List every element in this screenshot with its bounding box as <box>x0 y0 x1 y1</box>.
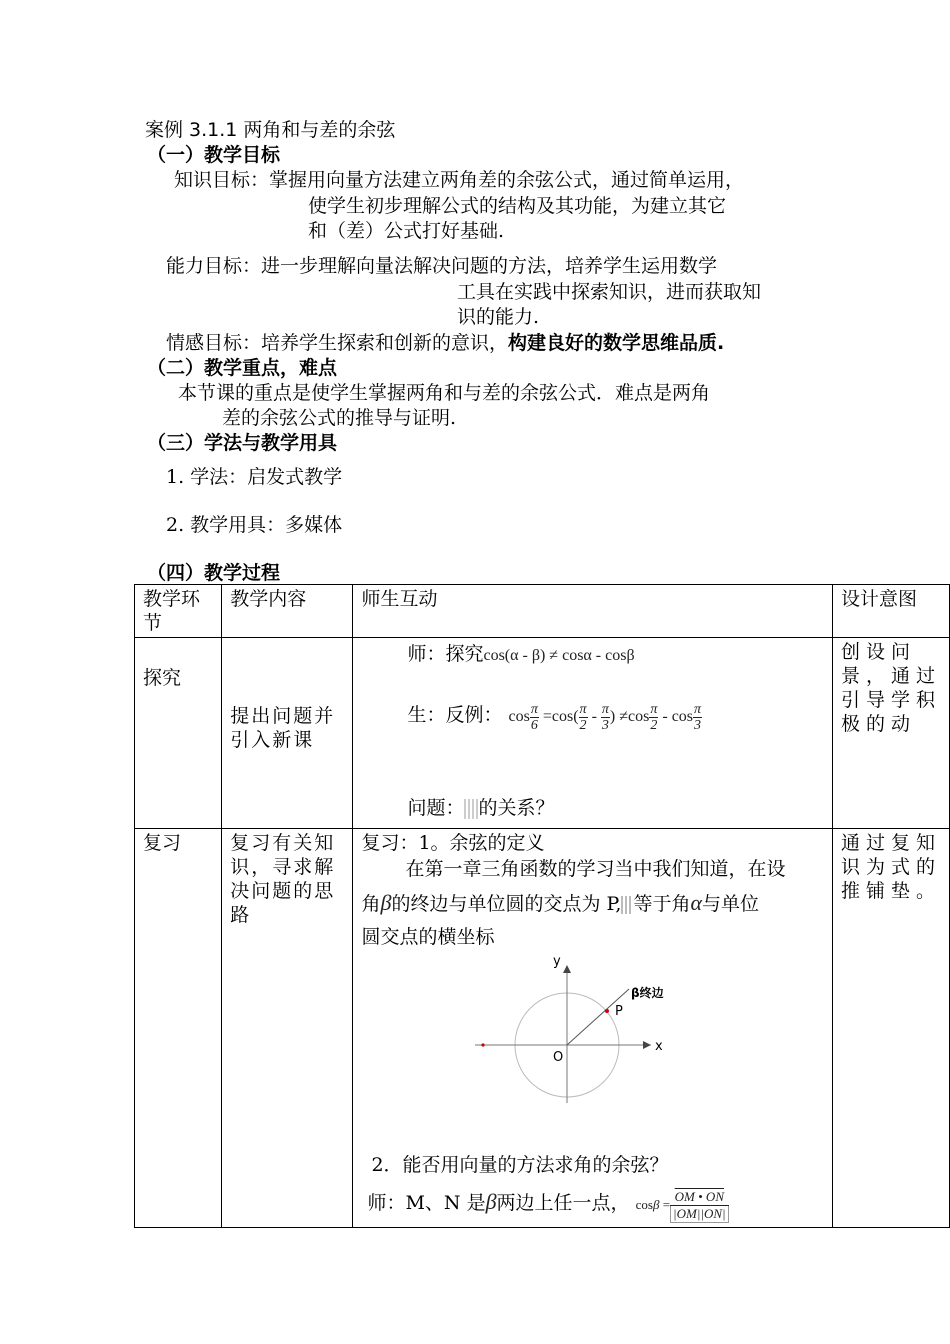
header-stage: 教学环节 <box>135 585 222 638</box>
row1-question: 问题： <box>407 797 465 819</box>
row2-interaction <box>353 829 833 1228</box>
section-heading-objectives: （一）教学目标 <box>147 144 281 166</box>
ability-goal-line-2: 工具在实践中探索知识，进而获取知 <box>457 281 762 303</box>
method-2: 2. 教学用具：多媒体 <box>166 514 343 536</box>
row1-interaction <box>353 638 833 829</box>
key-points-line-2: 差的余弦公式的推导与证明. <box>222 407 457 429</box>
table-row-review <box>135 829 950 1228</box>
knowledge-goal-line-3: 和（差）公式打好基础. <box>308 220 505 242</box>
knowledge-goal <box>174 168 744 192</box>
emotion-goal <box>166 331 724 355</box>
ability-goal-line-3: 识的能力. <box>457 306 540 328</box>
row1-intent-text: 创设问景，通过引导学积极的动 <box>840 641 941 735</box>
alpha-symbol: α <box>690 890 703 915</box>
unit-circle-figure <box>471 955 681 1105</box>
cos-beta-formula: cosβ = $\frac{OM • ON}{|OM||ON|}$ <box>636 1197 729 1212</box>
formula-placeholder-icon <box>464 799 478 819</box>
method-1: 1. 学法：启发式教学 <box>166 466 343 488</box>
section-heading-methods: （三）学法与教学用具 <box>147 432 338 454</box>
y-axis-label: y <box>553 955 562 969</box>
knowledge-goal-line-1: 掌握用向量方法建立两角差的余弦公式，通过简单运用， <box>269 169 745 191</box>
ability-goal-label: 能力目标： <box>166 255 262 277</box>
knowledge-goal-label: 知识目标： <box>174 169 270 191</box>
row2-teacher2 <box>367 1189 728 1223</box>
section-heading-key-points: （二）教学重点，难点 <box>147 357 338 379</box>
beta-symbol: β <box>380 890 392 915</box>
beta-terminal-label: β终边 <box>631 986 665 1000</box>
row2-q2: 2．能否用向量的方法求角的余弦？ <box>371 1154 669 1176</box>
row1-student: 生：反例： <box>407 704 503 727</box>
origin-label: O <box>553 1050 564 1065</box>
y-axis-arrow-icon <box>563 965 571 973</box>
row2-review-p1: 在第一章三角函数的学习当中我们知道，在设 <box>405 858 786 880</box>
header-intent: 设计意图 <box>832 585 949 638</box>
counterexample-formula: cos $\frac{\pi}{6}$ =cos( $\frac{\pi}{2}$ - $\frac{\pi}{3}$ ) ≠cos $\frac{\pi}{2}$ - cos $\frac{\pi}{3}$ <box>508 702 702 733</box>
emotion-goal-label: 情感目标： <box>166 332 262 354</box>
row2-content: 复习有关知识，寻求解决问题的思路 <box>222 829 353 1228</box>
row2-review-p2a: 角 <box>361 893 381 915</box>
header-interaction: 师生互动 <box>353 585 833 638</box>
row2-review-p2d: 与单位 <box>702 893 760 915</box>
row2-review-p2c: 等于角 <box>633 893 691 915</box>
row2-review-p2b: 的终边与单位圆的交点为 P, <box>391 893 622 915</box>
row1-teacher-formula: cos(α - β) ≠ cosα - cosβ <box>483 647 635 664</box>
table-header-row <box>135 585 950 638</box>
row1-content: 提出问题并引入新课 <box>222 638 353 829</box>
row2-review-title: 复习：1。余弦的定义 <box>361 832 545 854</box>
ability-goal-line-1: 进一步理解向量法解决问题的方法，培养学生运用数学 <box>261 255 718 277</box>
row1-teacher: 师：探究 <box>407 643 484 665</box>
formula-placeholder-icon <box>621 896 633 914</box>
emotion-goal-text: 培养学生探索和创新的意识， <box>261 332 509 354</box>
row2-teacher2b: 两边上任一点， <box>496 1191 630 1214</box>
row2-intent-text: 通过复知识为式的推铺垫。 <box>840 832 941 902</box>
row1-question-tail: 的关系？ <box>478 797 555 819</box>
x-axis-label: x <box>655 1039 664 1054</box>
x-axis-arrow-icon <box>643 1041 651 1049</box>
document-title: 案例 3.1.1 两角和与差的余弦 <box>145 119 396 141</box>
row1-intent <box>832 638 949 829</box>
beta-symbol: β <box>485 1188 497 1214</box>
row2-review-p2 <box>361 891 759 916</box>
header-content: 教学内容 <box>222 585 353 638</box>
row1-student-line <box>407 702 702 733</box>
table-row-explore <box>135 638 950 829</box>
key-points-line-1: 本节课的重点是使学生掌握两角和与差的余弦公式．难点是两角 <box>178 382 711 404</box>
row2-teacher2a: 师：M、N 是 <box>367 1191 486 1214</box>
ability-goal <box>166 254 717 278</box>
emotion-goal-bold: 构建良好的数学思维品质. <box>508 332 725 354</box>
point-p-marker <box>605 1009 609 1013</box>
row2-stage: 复习 <box>135 829 222 1228</box>
row1-stage: 探究 <box>135 638 222 829</box>
row2-review-p3: 圆交点的横坐标 <box>361 926 495 948</box>
knowledge-goal-line-2: 使学生初步理解公式的结构及其功能，为建立其它 <box>308 195 727 217</box>
process-table <box>134 584 950 1228</box>
point-p-label: P <box>615 1004 624 1019</box>
section-heading-process: （四）教学过程 <box>147 562 281 584</box>
row2-intent <box>832 829 949 1228</box>
